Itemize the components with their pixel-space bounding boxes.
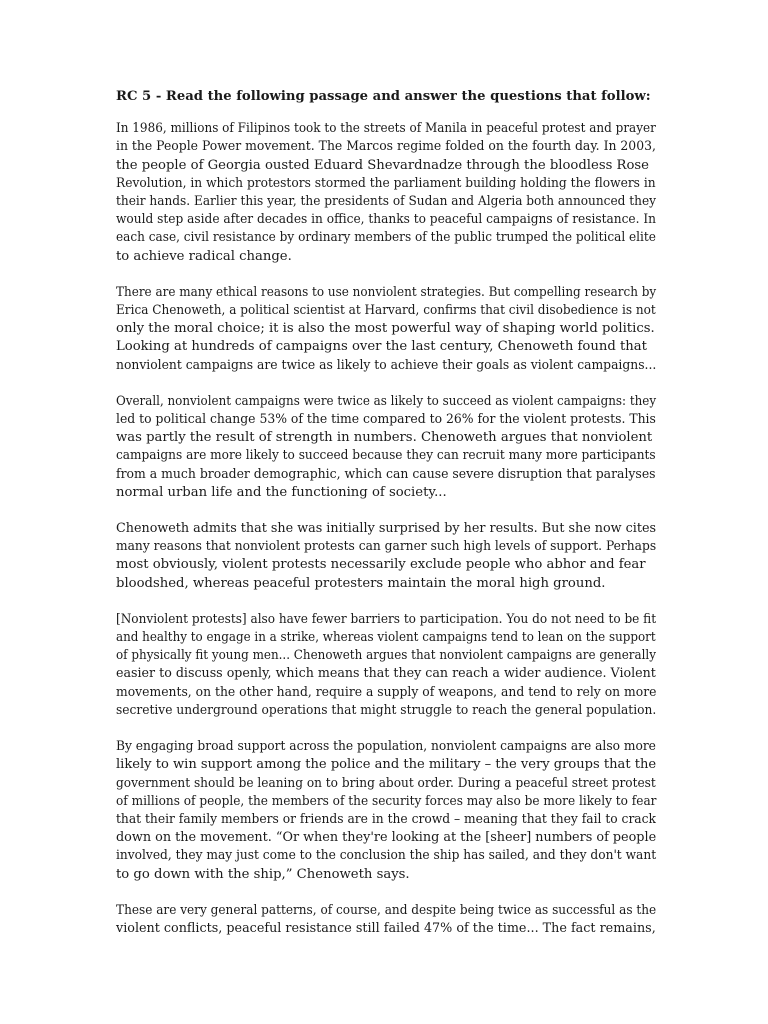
paragraph-line: was partly the result of strength in numbers. Chenoweth argues that nonviolent [116, 430, 653, 446]
passage-paragraph-3 [116, 393, 656, 502]
paragraph-line: likely to win support among the police and the military – the very groups that the [116, 757, 657, 773]
paragraph-line: movements, on the other hand, require a supply of weapons, and tend to rely on more [116, 684, 657, 700]
paragraph-line: nonviolent campaigns are twice as likely to achieve their goals as violent campaigns... [116, 357, 657, 373]
paragraph-line: Overall, nonviolent campaigns were twice as likely to succeed as violent campaigns: they [116, 393, 657, 409]
paragraph-line: their hands. Earlier this year, the presidents of Sudan and Algeria both announced they [116, 194, 657, 210]
paragraph-line: many reasons that nonviolent protests can garner such high levels of support. Perhaps [116, 539, 657, 555]
paragraph-line: By engaging broad support across the population, nonviolent campaigns are also more [116, 739, 656, 755]
paragraph-line: each case, civil resistance by ordinary members of the public trumped the political elite [116, 230, 656, 246]
paragraph-line: the people of Georgia ousted Eduard Shevardnadze through the bloodless Rose [116, 157, 649, 173]
paragraph-line: Chenoweth admits that she was initially surprised by her results. But she now cites [116, 521, 657, 537]
paragraph-line: bloodshed, whereas peaceful protesters maintain the moral high ground. [116, 575, 606, 591]
paragraph-line: In 1986, millions of Filipinos took to the streets of Manila in peaceful protest and prayer [116, 121, 656, 137]
paragraph-line: most obviously, violent protests necessarily exclude people who abhor and fear [116, 557, 646, 573]
paragraph-line: and healthy to engage in a strike, whereas violent campaigns tend to lean on the support [116, 630, 656, 646]
paragraph-line: down on the movement. “Or when they're looking at the [sheer] numbers of people [116, 830, 657, 846]
paragraph-line: campaigns are more likely to succeed because they can recruit many more participants [116, 448, 656, 464]
paragraph-line: secretive underground operations that might struggle to reach the general population. [116, 702, 657, 718]
paragraph-line: easier to discuss openly, which means that they can reach a wider audience. Violent [116, 666, 656, 682]
paragraph-line: There are many ethical reasons to use nonviolent strategies. But compelling research by [116, 284, 657, 300]
paragraph-line: to go down with the ship,” Chenoweth says. [116, 866, 410, 882]
paragraph-line: only the moral choice; it is also the most powerful way of shaping world politics. [116, 321, 655, 337]
paragraph-line: Looking at hundreds of campaigns over the last century, Chenoweth found that [116, 339, 647, 355]
paragraph-line: of physically fit young men... Chenoweth argues that nonviolent campaigns are generally [116, 648, 656, 664]
passage-paragraph-7 [116, 902, 656, 938]
passage-paragraph-5 [116, 611, 656, 720]
document-heading: RC 5 - Read the following passage and answer the questions that follow: [116, 89, 651, 104]
document-page [116, 88, 656, 956]
paragraph-line: that their family members or friends are in the crowd – meaning that they fail to crack [116, 811, 656, 827]
paragraph-line: government should be leaning on to bring about order. During a peaceful street protest [116, 775, 656, 791]
passage-paragraph-6 [116, 738, 656, 884]
paragraph-line: [Nonviolent protests] also have fewer barriers to participation. You do not need to be fit [116, 611, 657, 627]
paragraph-line: from a much broader demographic, which can cause severe disruption that paralyses [116, 466, 656, 482]
paragraph-line: involved, they may just come to the conclusion the ship has sailed, and they don't want [116, 848, 657, 864]
paragraph-line: to achieve radical change. [116, 248, 292, 264]
passage-paragraph-4 [116, 520, 656, 593]
paragraph-line: violent conflicts, peaceful resistance still failed 47% of the time... The fact remains, [116, 920, 656, 936]
passage-paragraph-1 [116, 120, 656, 266]
paragraph-line: Revolution, in which protestors stormed the parliament building holding the flowers in [116, 175, 656, 191]
paragraph-line: in the People Power movement. The Marcos regime folded on the fourth day. In 2003, [116, 139, 656, 155]
passage-body [116, 120, 656, 938]
paragraph-line: Erica Chenoweth, a political scientist at Harvard, confirms that civil disobedience is not [116, 303, 656, 319]
paragraph-line: led to political change 53% of the time compared to 26% for the violent protests. This [116, 412, 656, 428]
paragraph-line: normal urban life and the functioning of society... [116, 484, 447, 500]
paragraph-line: would step aside after decades in office, thanks to peaceful campaigns of resistance. In [116, 212, 657, 228]
paragraph-line: of millions of people, the members of the security forces may also be more likely to fear [116, 793, 657, 809]
passage-paragraph-2 [116, 284, 656, 375]
paragraph-line: These are very general patterns, of course, and despite being twice as successful as the [116, 902, 657, 918]
